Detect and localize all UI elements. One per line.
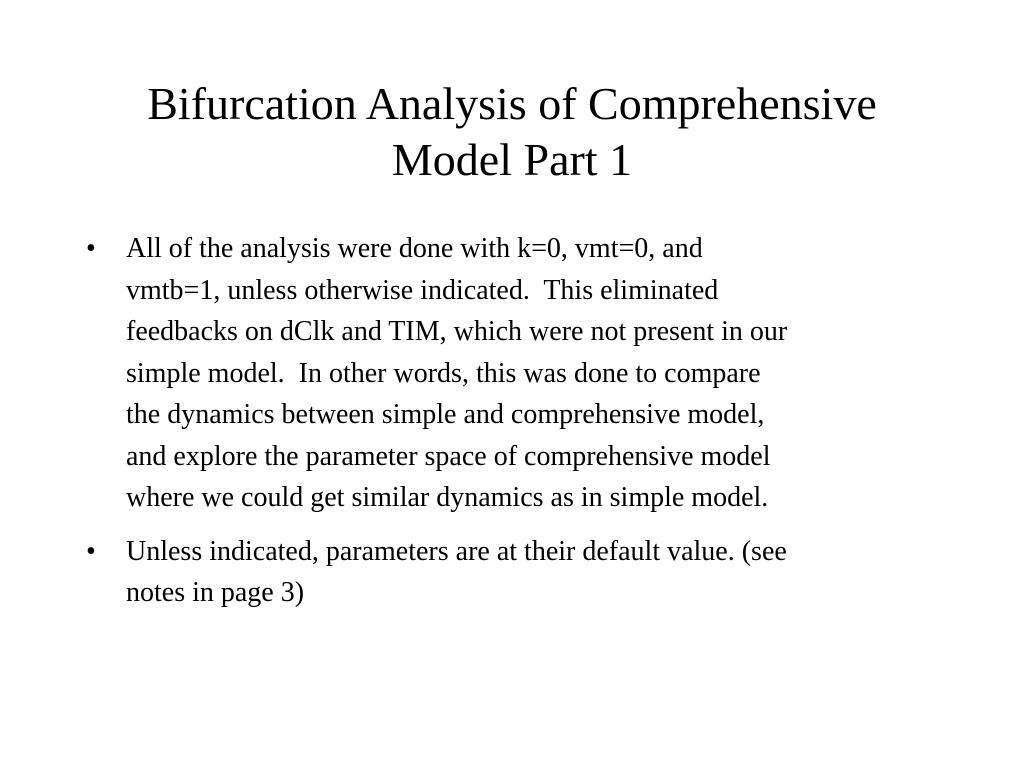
bullet-text-line: where we could get similar dynamics as in simple model.	[126, 482, 769, 513]
bullet-text-line: All of the analysis were done with k=0, vmt=0, and	[126, 233, 703, 264]
bullet-text-line: feedbacks on dClk and TIM, which were not present in our	[126, 316, 788, 347]
bullet-text-line: notes in page 3)	[126, 577, 305, 608]
slide-title-line: Bifurcation Analysis of Comprehensive	[147, 78, 877, 129]
bullet-text	[126, 531, 966, 614]
bullet-item	[86, 228, 966, 519]
slide-title	[60, 76, 964, 188]
bullet-list	[86, 228, 966, 626]
bullet-text-line: and explore the parameter space of comprehensive model	[126, 440, 771, 472]
bullet-marker: •	[86, 233, 96, 264]
bullet-text-line: vmtb=1, unless otherwise indicated. This eliminated	[126, 274, 719, 306]
bullet-text-line: Unless indicated, parameters are at their default value. (see	[126, 535, 787, 567]
bullet-text-line: the dynamics between simple and comprehensive model,	[126, 399, 765, 430]
bullet-text-line: simple model. In other words, this was done to compare	[126, 357, 761, 389]
bullet-text	[126, 228, 966, 519]
bullet-item	[86, 531, 966, 614]
slide-title-line: Model Part 1	[391, 134, 633, 185]
bullet-marker: •	[86, 535, 96, 567]
